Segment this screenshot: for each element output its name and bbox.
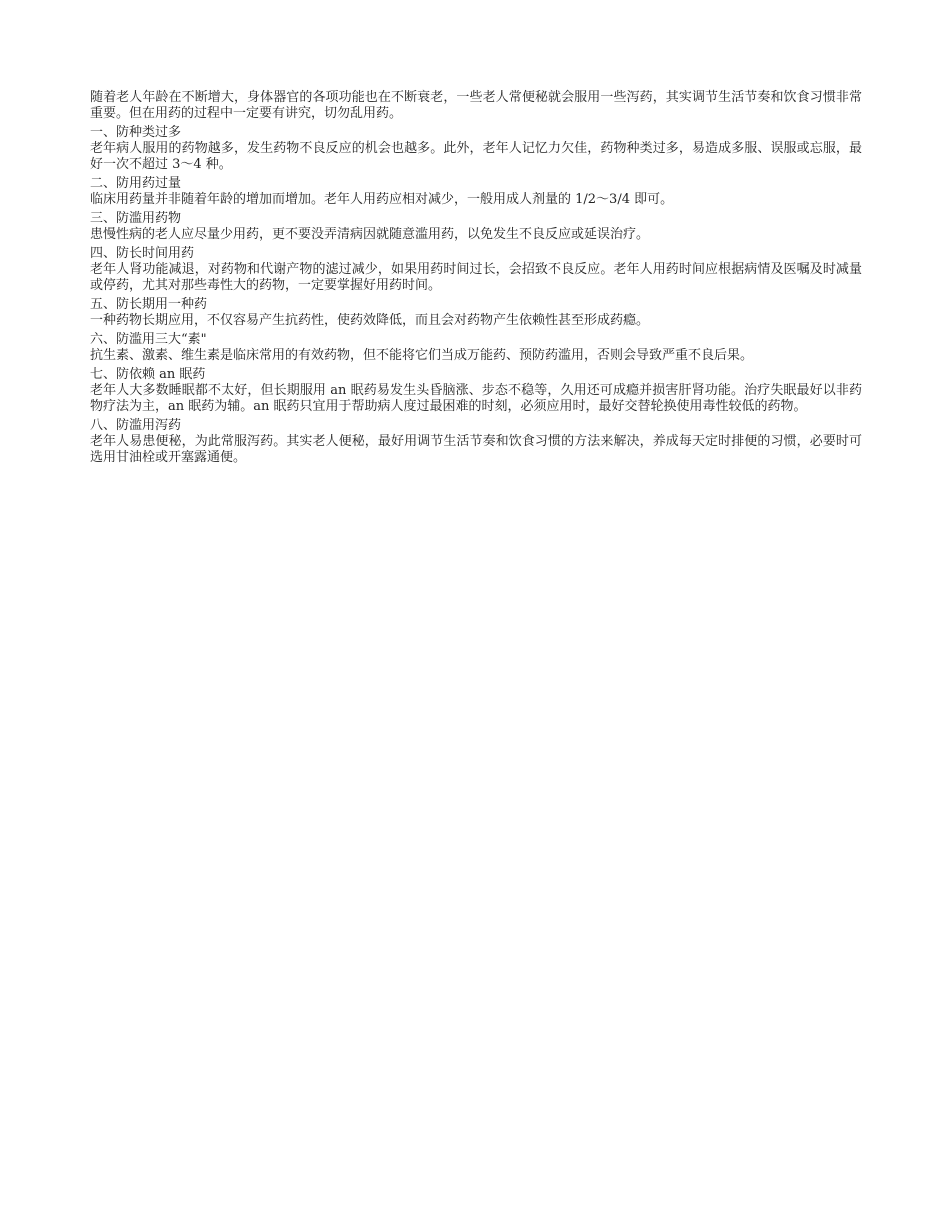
section-body-6: 抗生素、激素、维生素是临床常用的有效药物，但不能将它们当成万能药、预防药滥用，否则会导致严重不良后果。 [90, 348, 754, 363]
section-body-1: 老年病人服用的药物越多，发生药物不良反应的机会也越多。此外，老年人记忆力欠佳，药物种类过多，易造成多服、误服或忘服，最好一次不超过 3～4 种。 [90, 141, 862, 172]
section-heading-6: 六、防滥用三大“素" [90, 332, 207, 347]
intro-paragraph: 随着老人年龄在不断增大，身体器官的各项功能也在不断衰老，一些老人常便秘就会服用一些泻药，其实调节生活节奏和饮食习惯非常重要。但在用药的过程中一定要有讲究，切勿乱用药。 [90, 90, 862, 121]
section-body-5: 一种药物长期应用，不仅容易产生抗药性，使药效降低，而且会对药物产生依赖性甚至形成药瘾。 [90, 313, 650, 328]
section-heading-3: 三、防滥用药物 [90, 211, 182, 226]
section-heading-4: 四、防长时间用药 [90, 246, 195, 261]
section-heading-1: 一、防种类过多 [90, 125, 182, 140]
document-page [90, 90, 862, 469]
section-body-8: 老年人易患便秘，为此常服泻药。其实老人便秘，最好用调节生活节奏和饮食习惯的方法来解决，养成每天定时排便的习惯，必要时可选用甘油栓或开塞露通便。 [90, 434, 862, 465]
section-body-4: 老年人肾功能减退，对药物和代谢产物的滤过减少，如果用药时间过长，会招致不良反应。老年人用药时间应根据病情及医嘱及时减量或停药，尤其对那些毒性大的药物，一定要掌握好用药时间。 [90, 262, 862, 293]
section-heading-8: 八、防滥用泻药 [90, 418, 182, 433]
section-heading-7: 七、防依赖 an 眠药 [90, 367, 206, 382]
section-body-2: 临床用药量并非随着年龄的增加而增加。老年人用药应相对减少，一般用成人剂量的 1/2～3/4 即可。 [90, 192, 674, 207]
section-body-7: 老年人大多数睡眠都不太好，但长期服用 an 眠药易发生头昏脑涨、步态不稳等，久用还可成瘾并损害肝肾功能。治疗失眠最好以非药物疗法为主，an 眠药为辅。an 眠药只宜用于帮助病人度过最困难的时刻，必须应用时，最好交替轮换使用毒性较低的药物。 [90, 383, 862, 414]
section-heading-2: 二、防用药过量 [90, 176, 182, 191]
section-body-3: 患慢性病的老人应尽量少用药，更不要没弄清病因就随意滥用药，以免发生不良反应或延误治疗。 [90, 227, 650, 242]
section-heading-5: 五、防长期用一种药 [90, 297, 208, 312]
